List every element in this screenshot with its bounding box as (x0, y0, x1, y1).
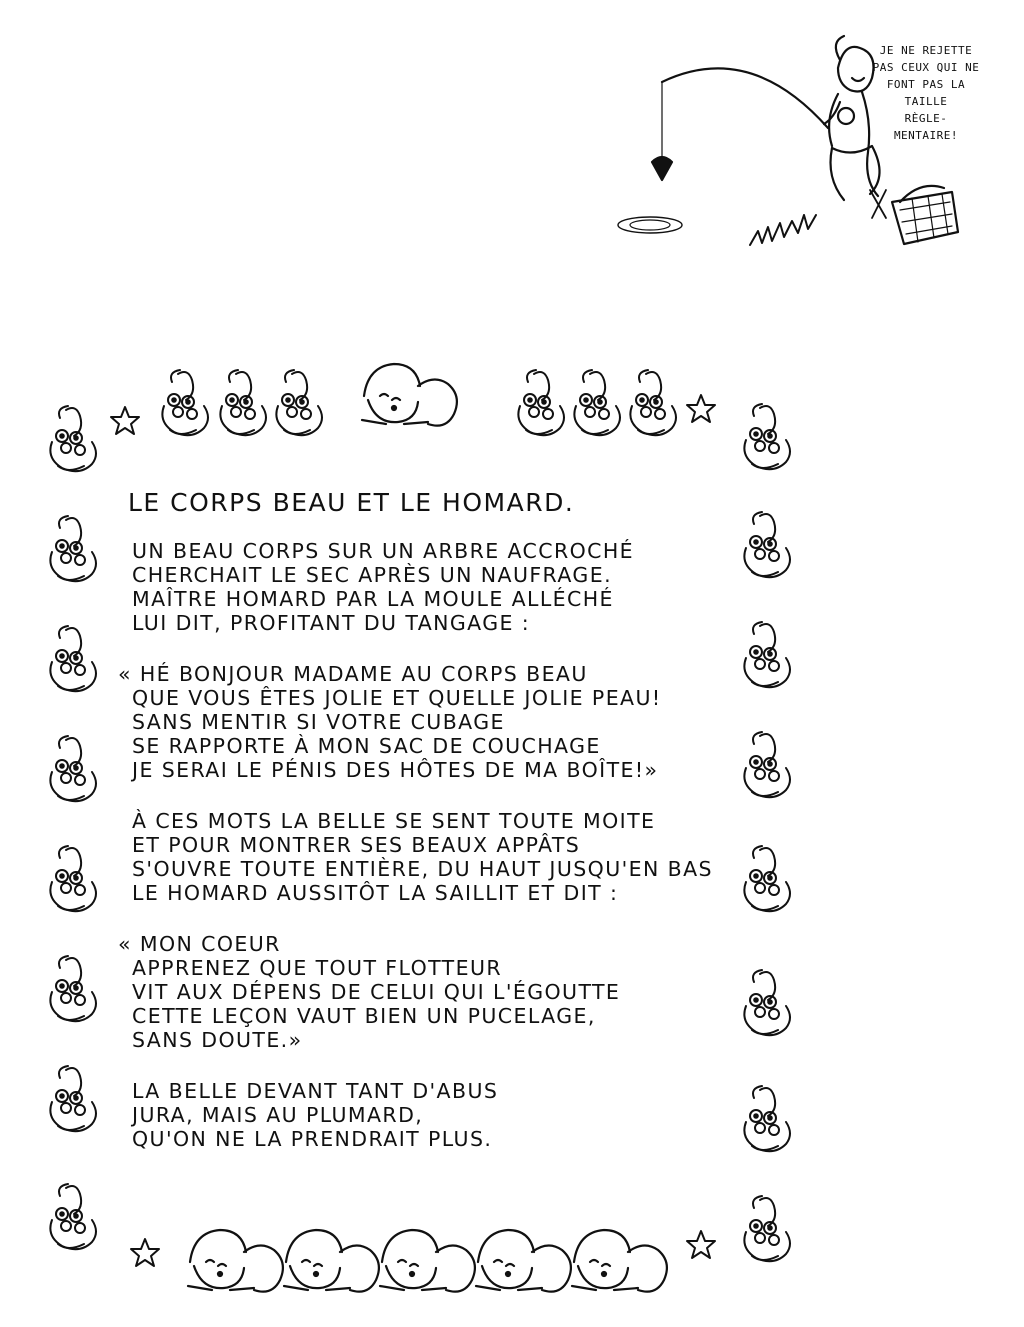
poem-line: QUE VOUS ÊTES JOLIE ET QUELLE JOLIE PEAU! (132, 686, 662, 710)
poem-line: ET POUR MONTRER SES BEAUX APPÂTS (132, 833, 581, 857)
speech-line: FONT PAS LA (886, 78, 966, 91)
speech-line: TAILLE (904, 95, 948, 108)
border-doodle-ornament (512, 366, 568, 444)
border-doodle-ornament (44, 732, 100, 810)
poem-line: SANS DOUTE.» (132, 1028, 303, 1052)
poem-line: LE HOMARD AUSSITÔT LA SAILLIT ET DIT : (132, 881, 619, 905)
star-ornament (684, 392, 718, 426)
crawling-figure-ornament (180, 1222, 290, 1302)
border-doodle-ornament (738, 508, 794, 586)
border-doodle-ornament (44, 402, 100, 480)
poem-line: JE SERAI LE PÉNIS DES HÔTES DE MA BOÎTE!» (132, 758, 659, 782)
star-ornament (128, 1236, 162, 1270)
border-doodle-ornament (44, 622, 100, 700)
crawling-figure-ornament (354, 356, 464, 436)
border-doodle-ornament (44, 842, 100, 920)
poem-line: CETTE LEÇON VAUT BIEN UN PUCELAGE, (132, 1004, 596, 1028)
poem-line: CHERCHAIT LE SEC APRÈS UN NAUFRAGE. (132, 563, 612, 587)
stanza (118, 539, 728, 635)
border-doodle-ornament (44, 1180, 100, 1258)
crawling-figure-ornament (276, 1222, 386, 1302)
crawling-figure-ornament (468, 1222, 578, 1302)
poem-line: « MON COEUR (118, 932, 281, 956)
speech-line: JE NE REJETTE (879, 44, 973, 57)
poem-line: JURA, MAIS AU PLUMARD, (132, 1103, 424, 1127)
poem-line: VIT AUX DÉPENS DE CELUI QUI L'ÉGOUTTE (132, 980, 621, 1004)
border-doodle-ornament (738, 1192, 794, 1270)
border-doodle-ornament (738, 966, 794, 1044)
border-doodle-ornament (44, 952, 100, 1030)
poem-title: LE CORPS BEAU ET LE HOMARD. (128, 488, 575, 517)
poem-line: UN BEAU CORPS SUR UN ARBRE ACCROCHÉ (132, 539, 635, 563)
speech-bubble-text (866, 42, 986, 144)
poem-line: APPRENEZ QUE TOUT FLOTTEUR (132, 956, 503, 980)
border-doodle-ornament (738, 728, 794, 806)
star-ornament (108, 404, 142, 438)
border-doodle-ornament (270, 366, 326, 444)
border-doodle-ornament (568, 366, 624, 444)
crawling-figure-ornament (564, 1222, 674, 1302)
speech-line: PAS CEUX QUI NE (872, 61, 980, 74)
stanza (118, 809, 728, 905)
border-doodle-ornament (738, 400, 794, 478)
border-doodle-ornament (738, 1082, 794, 1160)
poem-line: MAÎTRE HOMARD PAR LA MOULE ALLÉCHÉ (132, 587, 614, 611)
border-doodle-ornament (738, 618, 794, 696)
border-doodle-ornament (156, 366, 212, 444)
stanza (118, 932, 728, 1052)
speech-line: RÈGLE- (904, 112, 948, 125)
poem-line: LA BELLE DEVANT TANT D'ABUS (132, 1079, 499, 1103)
border-doodle-ornament (738, 842, 794, 920)
stanza (118, 662, 728, 782)
poem (118, 488, 728, 1178)
poem-line: QU'ON NE LA PRENDRAIT PLUS. (132, 1127, 493, 1151)
star-ornament (684, 1228, 718, 1262)
poem-line: À CES MOTS LA BELLE SE SENT TOUTE MOITE (132, 809, 656, 833)
crawling-figure-ornament (372, 1222, 482, 1302)
poem-line: « HÉ BONJOUR MADAME AU CORPS BEAU (118, 662, 588, 686)
stanza (118, 1079, 728, 1151)
speech-line: MENTAIRE! (893, 129, 959, 142)
border-doodle-ornament (44, 1062, 100, 1140)
border-doodle-ornament (624, 366, 680, 444)
poem-line: SE RAPPORTE À MON SAC DE COUCHAGE (132, 734, 601, 758)
poem-line: SANS MENTIR SI VOTRE CUBAGE (132, 710, 505, 734)
border-doodle-ornament (44, 512, 100, 590)
poem-line: S'OUVRE TOUTE ENTIÈRE, DU HAUT JUSQU'EN BAS (132, 857, 713, 881)
border-doodle-ornament (214, 366, 270, 444)
poem-line: LUI DIT, PROFITANT DU TANGAGE : (132, 611, 531, 635)
